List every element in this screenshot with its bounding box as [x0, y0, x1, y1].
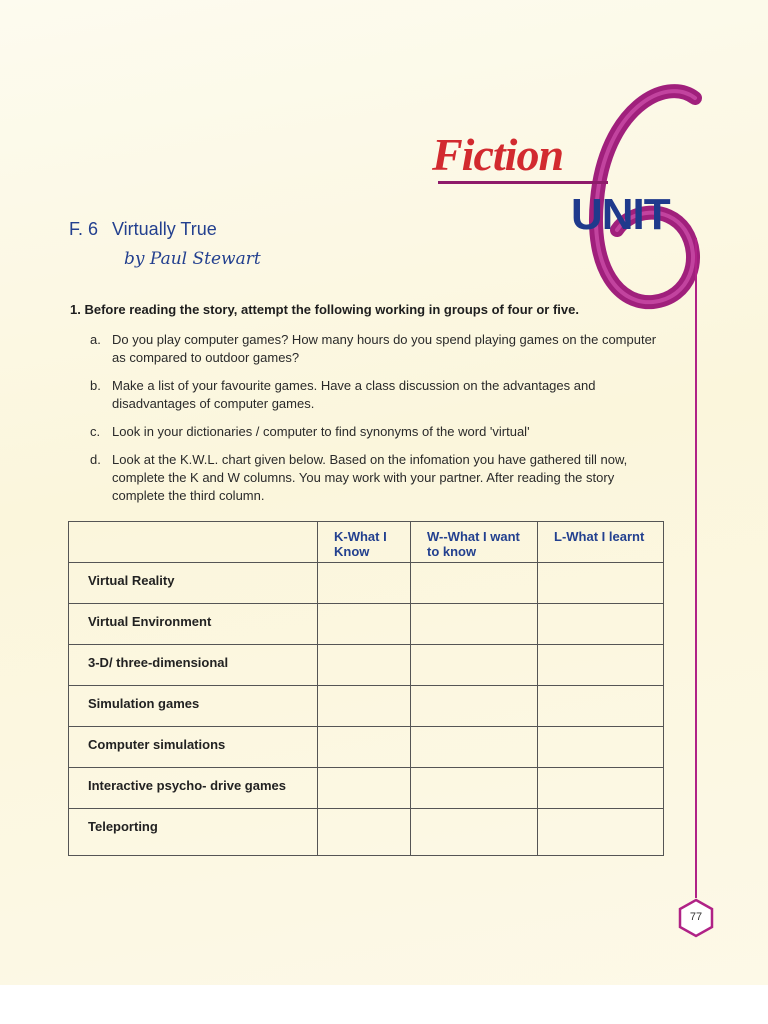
know-cell[interactable] — [318, 686, 411, 727]
want-cell[interactable] — [411, 727, 538, 768]
know-cell[interactable] — [318, 768, 411, 809]
know-cell[interactable] — [318, 809, 411, 856]
question-heading: 1. Before reading the story, attempt the following working in groups of four or five. — [70, 302, 579, 317]
want-cell[interactable] — [411, 768, 538, 809]
row-topic: Computer simulations — [69, 727, 318, 768]
page-number: 77 — [689, 911, 703, 923]
side-rule — [695, 238, 697, 898]
row-topic: Teleporting — [69, 809, 318, 856]
table-row — [69, 809, 664, 856]
question-item-c — [90, 423, 670, 441]
learnt-cell[interactable] — [538, 686, 664, 727]
row-topic: Simulation games — [69, 686, 318, 727]
item-letter: b. — [90, 378, 101, 393]
item-letter: d. — [90, 452, 101, 467]
question-list — [90, 331, 670, 515]
want-cell[interactable] — [411, 686, 538, 727]
kwl-chart — [68, 521, 664, 856]
header-know: K-What I Know — [318, 522, 411, 563]
item-text: Make a list of your favourite games. Have a class discussion on the advantages and disadvantages of computer games. — [112, 378, 596, 411]
row-topic: Virtual Reality — [69, 563, 318, 604]
learnt-cell[interactable] — [538, 604, 664, 645]
learnt-cell[interactable] — [538, 809, 664, 856]
want-cell[interactable] — [411, 809, 538, 856]
question-item-b — [90, 377, 670, 413]
section-title: Virtually True — [112, 219, 217, 239]
section-code: F. 6 — [69, 219, 99, 239]
table-row — [69, 768, 664, 809]
table-row — [69, 727, 664, 768]
learnt-cell[interactable] — [538, 563, 664, 604]
know-cell[interactable] — [318, 645, 411, 686]
know-cell[interactable] — [318, 604, 411, 645]
table-row — [69, 645, 664, 686]
table-row — [69, 686, 664, 727]
header-want: W--What I want to know — [411, 522, 538, 563]
item-text: Look at the K.W.L. chart given below. Based on the infomation you have gathered till now, complete the K and W columns. You may work with your partner. After reading the story complete the third column. — [112, 452, 628, 503]
row-topic: Virtual Environment — [69, 604, 318, 645]
want-cell[interactable] — [411, 563, 538, 604]
item-text: Look in your dictionaries / computer to find synonyms of the word 'virtual' — [112, 424, 530, 439]
item-letter: a. — [90, 332, 101, 347]
question-item-a — [90, 331, 670, 367]
fiction-heading: Fiction — [432, 129, 564, 180]
fiction-underline — [438, 181, 608, 184]
want-cell[interactable] — [411, 645, 538, 686]
header-learnt: L-What I learnt — [538, 522, 664, 563]
unit-label: UNIT — [571, 190, 670, 239]
page-bottom-margin — [0, 985, 768, 1024]
learnt-cell[interactable] — [538, 727, 664, 768]
row-topic: 3-D/ three-dimensional — [69, 645, 318, 686]
learnt-cell[interactable] — [538, 645, 664, 686]
kwl-header-row — [69, 522, 664, 563]
item-text: Do you play computer games? How many hours do you spend playing games on the computer as compared to outdoor games? — [112, 332, 657, 365]
row-topic: Interactive psycho- drive games — [69, 768, 318, 809]
know-cell[interactable] — [318, 563, 411, 604]
know-cell[interactable] — [318, 727, 411, 768]
learnt-cell[interactable] — [538, 768, 664, 809]
want-cell[interactable] — [411, 604, 538, 645]
table-row — [69, 563, 664, 604]
question-item-d — [90, 451, 670, 505]
item-letter: c. — [90, 424, 101, 439]
author-signature: by Paul Stewart — [124, 249, 261, 269]
table-row — [69, 604, 664, 645]
header-topic — [69, 522, 318, 563]
